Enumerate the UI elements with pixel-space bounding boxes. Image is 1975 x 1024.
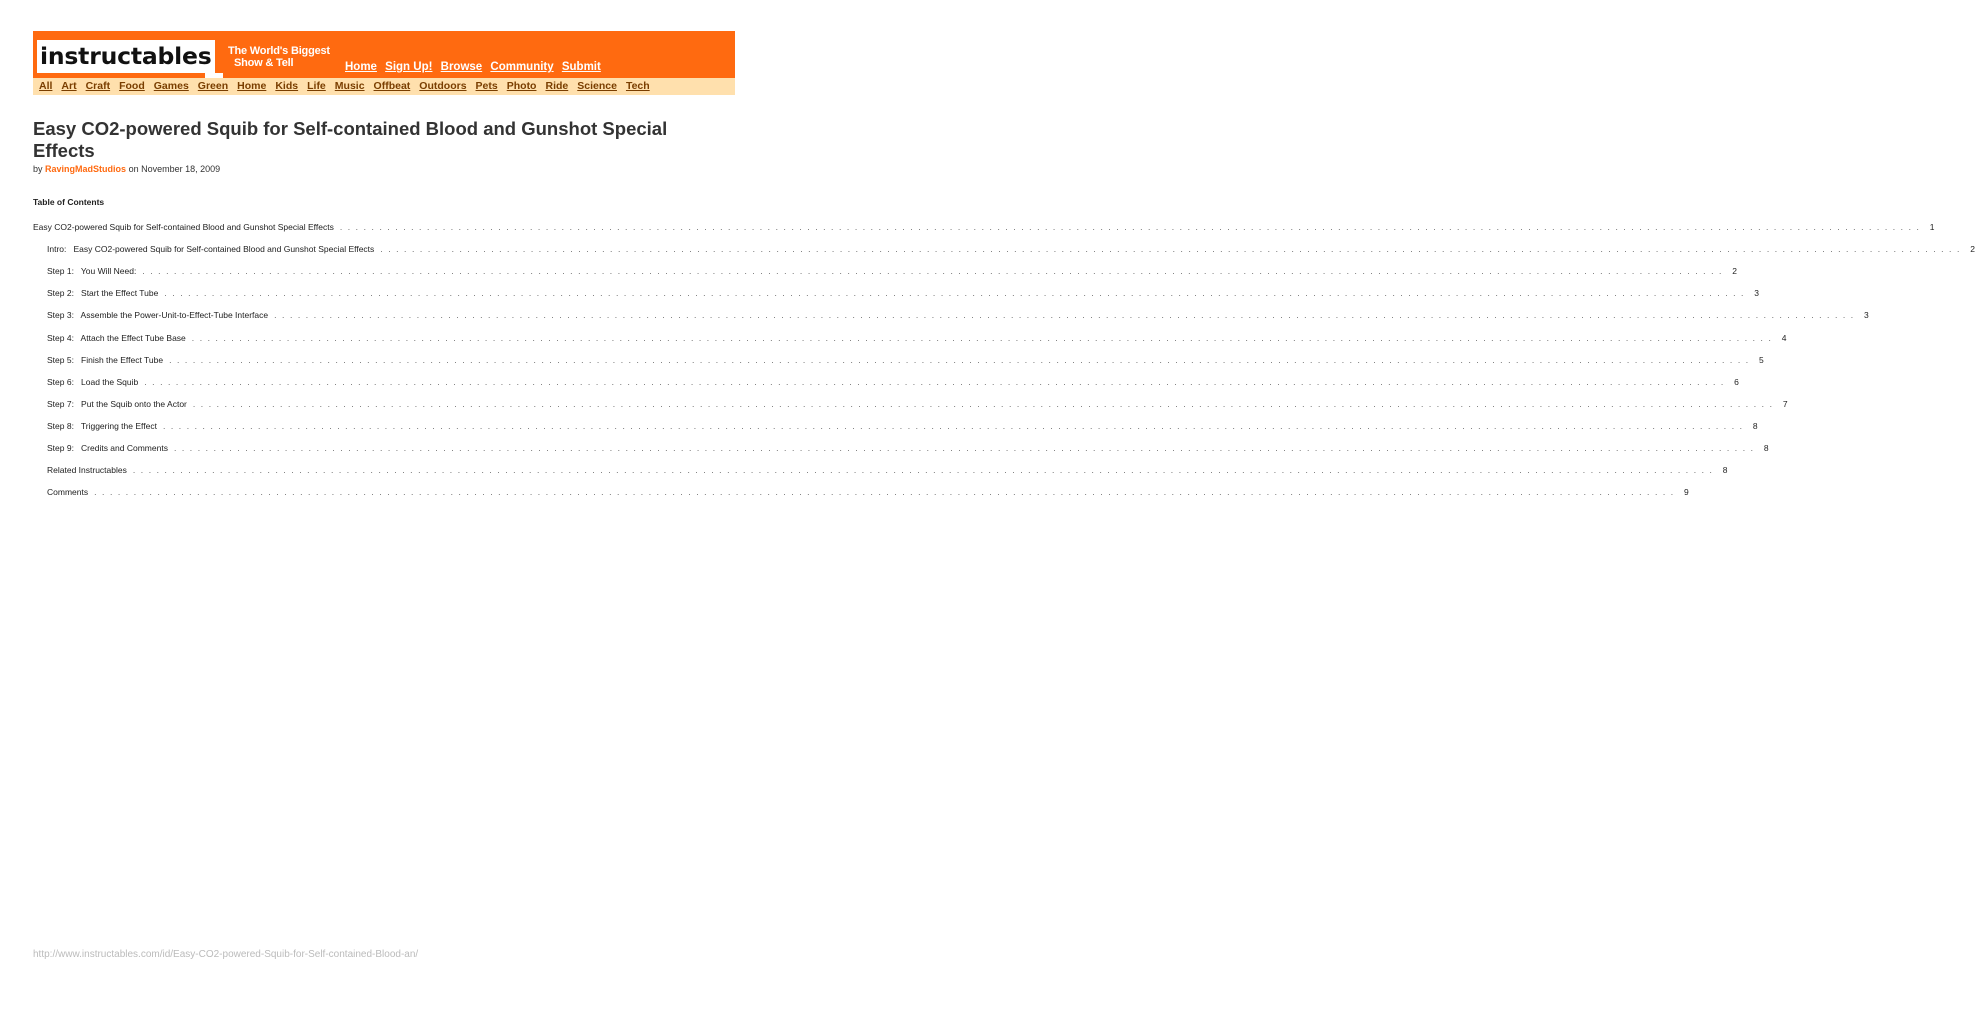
logo[interactable]: [37, 40, 215, 73]
category-link-all[interactable]: All: [39, 80, 53, 92]
toc-entry-label: Step 3: Assemble the Power-Unit-to-Effect-Tube Interface: [47, 310, 269, 321]
category-link-music[interactable]: Music: [334, 80, 365, 92]
toc-entry[interactable]: [47, 398, 1788, 410]
toc-entry[interactable]: [47, 442, 1769, 454]
toc-leader-dots: . . . . . . . . . . . . . . . . . . . . . . . . . . . . . . . . . . . . . . . . . . . . . . . . . . . . . . . . . . . . . . . . . . . . . . . . . . . . . . . . . . . . . . . . . . . . . . . . . . . . . . . . . . . . . . . . . . . . . . . . . . . . . . . . . . . . . . . . . . . . . . . . . . . . . . . . . . . . . . . . . . . . . . . . . . . . . . . . . . . . . . . . . . . . . . . . . . . . . . . .: [339, 222, 1921, 232]
toc-leader-dots: . . . . . . . . . . . . . . . . . . . . . . . . . . . . . . . . . . . . . . . . . . . . . . . . . . . . . . . . . . . . . . . . . . . . . . . . . . . . . . . . . . . . . . . . . . . . . . . . . . . . . . . . . . . . . . . . . . . . . . . . . . . . . . . . . . . . . . . . . . . . . . . . . . . . . . . . . . . . . . . . . . . . . . . . . . . . . . . . . . . . . . . . . . . . . . . . . . . . . . . .: [169, 354, 1750, 365]
author-link[interactable]: RavingMadStudios: [45, 164, 127, 174]
logo-text: instructables: [40, 42, 212, 70]
toc-entry[interactable]: [47, 354, 1764, 366]
tagline-line-1: The World's Biggest: [228, 45, 330, 57]
category-link-craft[interactable]: Craft: [85, 80, 111, 92]
toc-leader-dots: . . . . . . . . . . . . . . . . . . . . . . . . . . . . . . . . . . . . . . . . . . . . . . . . . . . . . . . . . . . . . . . . . . . . . . . . . . . . . . . . . . . . . . . . . . . . . . . . . . . . . . . . . . . . . . . . . . . . . . . . . . . . . . . . . . . . . . . . . . . . . . . . . . . . . . . . . . . . . . . . . . . . . . . . . . . . . . . . . . . . . . . . . . . . . . . . . . . . . . . .: [132, 465, 1714, 476]
toc-leader-dots: . . . . . . . . . . . . . . . . . . . . . . . . . . . . . . . . . . . . . . . . . . . . . . . . . . . . . . . . . . . . . . . . . . . . . . . . . . . . . . . . . . . . . . . . . . . . . . . . . . . . . . . . . . . . . . . . . . . . . . . . . . . . . . . . . . . . . . . . . . . . . . . . . . . . . . . . . . . . . . . . . . . . . . . . . . . . . . . . . . . . . . . . . . . . . . . . . . . . . . . .: [173, 443, 1755, 453]
category-link-offbeat[interactable]: Offbeat: [373, 80, 411, 92]
category-link-green[interactable]: Green: [197, 80, 229, 92]
toc-entry[interactable]: [47, 486, 1689, 498]
toc-entry[interactable]: [47, 376, 1739, 388]
category-link-games[interactable]: Games: [153, 80, 189, 92]
nav-submit-link[interactable]: Submit: [561, 61, 601, 73]
toc-entry[interactable]: [47, 309, 1869, 321]
tagline-line-2: Show & Tell: [234, 57, 294, 69]
category-link-kids[interactable]: Kids: [275, 80, 299, 92]
nav-community-link[interactable]: Community: [490, 61, 554, 73]
nav-sign-up-link[interactable]: Sign Up!: [385, 61, 433, 73]
toc-leader-dots: . . . . . . . . . . . . . . . . . . . . . . . . . . . . . . . . . . . . . . . . . . . . . . . . . . . . . . . . . . . . . . . . . . . . . . . . . . . . . . . . . . . . . . . . . . . . . . . . . . . . . . . . . . . . . . . . . . . . . . . . . . . . . . . . . . . . . . . . . . . . . . . . . . . . . . . . . . . . . . . . . . . . . . . . . . . . . . . . . . . . . . . . . . . . . . . . . . . . . . . .: [94, 487, 1675, 498]
toc-entry-label: Step 2: Start the Effect Tube: [47, 288, 159, 299]
toc-entry-page: 5: [1759, 354, 1764, 365]
toc-entry[interactable]: [47, 243, 1975, 255]
toc-entry-label: Step 4: Attach the Effect Tube Base: [47, 332, 186, 343]
toc-entry-label: Step 8: Triggering the Effect: [47, 420, 157, 431]
toc-heading: Table of Contents: [33, 197, 105, 207]
toc-leader-dots: . . . . . . . . . . . . . . . . . . . . . . . . . . . . . . . . . . . . . . . . . . . . . . . . . . . . . . . . . . . . . . . . . . . . . . . . . . . . . . . . . . . . . . . . . . . . . . . . . . . . . . . . . . . . . . . . . . . . . . . . . . . . . . . . . . . . . . . . . . . . . . . . . . . . . . . . . . . . . . . . . . . . . . . . . . . . . . . . . . . . . . . . . . . . . . . . . . . . . . . .: [380, 244, 1961, 255]
toc-entry-page: 2: [1732, 266, 1737, 277]
toc-leader-dots: . . . . . . . . . . . . . . . . . . . . . . . . . . . . . . . . . . . . . . . . . . . . . . . . . . . . . . . . . . . . . . . . . . . . . . . . . . . . . . . . . . . . . . . . . . . . . . . . . . . . . . . . . . . . . . . . . . . . . . . . . . . . . . . . . . . . . . . . . . . . . . . . . . . . . . . . . . . . . . . . . . . . . . . . . . . . . . . . . . . . . . . . . . . . . . . . . . . . . . . .: [162, 420, 1744, 431]
category-link-photo[interactable]: Photo: [506, 80, 537, 92]
toc-entry-page: 1: [1929, 222, 1935, 232]
site-header: [33, 31, 735, 95]
nav-browse-link[interactable]: Browse: [440, 61, 483, 73]
toc-entry-label: Step 6: Load the Squib: [47, 376, 139, 387]
toc-entry-page: 2: [1970, 244, 1975, 255]
toc-entry-label: Intro: Easy CO2-powered Squib for Self-contained Blood and Gunshot Special Effects: [47, 244, 375, 255]
category-link-art[interactable]: Art: [61, 80, 77, 92]
category-links: [39, 80, 659, 92]
toc-leader-dots: . . . . . . . . . . . . . . . . . . . . . . . . . . . . . . . . . . . . . . . . . . . . . . . . . . . . . . . . . . . . . . . . . . . . . . . . . . . . . . . . . . . . . . . . . . . . . . . . . . . . . . . . . . . . . . . . . . . . . . . . . . . . . . . . . . . . . . . . . . . . . . . . . . . . . . . . . . . . . . . . . . . . . . . . . . . . . . . . . . . . . . . . . . . . . . . . . . . . . . . .: [142, 266, 1723, 277]
toc-entry-page: 6: [1734, 376, 1739, 387]
toc-entry[interactable]: [47, 420, 1758, 432]
toc-leader-dots: . . . . . . . . . . . . . . . . . . . . . . . . . . . . . . . . . . . . . . . . . . . . . . . . . . . . . . . . . . . . . . . . . . . . . . . . . . . . . . . . . . . . . . . . . . . . . . . . . . . . . . . . . . . . . . . . . . . . . . . . . . . . . . . . . . . . . . . . . . . . . . . . . . . . . . . . . . . . . . . . . . . . . . . . . . . . . . . . . . . . . . . . . . . . . . . . . . . . . . . .: [192, 398, 1774, 409]
category-link-science[interactable]: Science: [577, 80, 617, 92]
byline-by: by: [33, 164, 43, 174]
toc-entry-label: Step 7: Put the Squib onto the Actor: [47, 398, 187, 409]
footer-url: http://www.instructables.com/id/Easy-CO2-powered-Squib-for-Self-contained-Blood-an/: [33, 949, 419, 960]
toc-entry-label: Step 5: Finish the Effect Tube: [47, 354, 164, 365]
toc-entry-label: Easy CO2-powered Squib for Self-contained Blood and Gunshot Special Effects: [33, 222, 334, 232]
toc-entry[interactable]: [47, 332, 1787, 344]
category-link-ride[interactable]: Ride: [545, 80, 569, 92]
byline: [33, 164, 220, 174]
toc-entry-page: 4: [1781, 332, 1787, 343]
toc-entry-label: Step 1: You Will Need:: [47, 266, 137, 277]
toc-entry-page: 7: [1782, 398, 1788, 409]
category-link-food[interactable]: Food: [119, 80, 145, 92]
category-link-home[interactable]: Home: [237, 80, 267, 92]
category-link-life[interactable]: Life: [307, 80, 326, 92]
toc-entry-page: 8: [1722, 465, 1728, 476]
toc-entry[interactable]: [47, 287, 1760, 299]
nav-home-link[interactable]: Home: [345, 61, 377, 73]
toc-entry-page: 8: [1763, 443, 1769, 453]
toc-entry-page: 9: [1684, 487, 1689, 498]
toc-entry-page: 3: [1864, 310, 1869, 321]
toc-leader-dots: . . . . . . . . . . . . . . . . . . . . . . . . . . . . . . . . . . . . . . . . . . . . . . . . . . . . . . . . . . . . . . . . . . . . . . . . . . . . . . . . . . . . . . . . . . . . . . . . . . . . . . . . . . . . . . . . . . . . . . . . . . . . . . . . . . . . . . . . . . . . . . . . . . . . . . . . . . . . . . . . . . . . . . . . . . . . . . . . . . . . . . . . . . . . . . . . . . . . . . . .: [144, 376, 1725, 387]
page-title: Easy CO2-powered Squib for Self-contained Blood and Gunshot Special Effects: [33, 118, 668, 161]
category-link-tech[interactable]: Tech: [625, 80, 650, 92]
toc-leader-dots: . . . . . . . . . . . . . . . . . . . . . . . . . . . . . . . . . . . . . . . . . . . . . . . . . . . . . . . . . . . . . . . . . . . . . . . . . . . . . . . . . . . . . . . . . . . . . . . . . . . . . . . . . . . . . . . . . . . . . . . . . . . . . . . . . . . . . . . . . . . . . . . . . . . . . . . . . . . . . . . . . . . . . . . . . . . . . . . . . . . . . . . . . . . . . . . . . . . . . . . .: [164, 288, 1746, 299]
byline-date: on November 18, 2009: [128, 164, 221, 174]
toc-entry-label: Step 9: Credits and Comments: [47, 443, 168, 453]
category-link-pets[interactable]: Pets: [475, 80, 498, 92]
toc-entry-page: 3: [1754, 288, 1760, 299]
toc-leader-dots: . . . . . . . . . . . . . . . . . . . . . . . . . . . . . . . . . . . . . . . . . . . . . . . . . . . . . . . . . . . . . . . . . . . . . . . . . . . . . . . . . . . . . . . . . . . . . . . . . . . . . . . . . . . . . . . . . . . . . . . . . . . . . . . . . . . . . . . . . . . . . . . . . . . . . . . . . . . . . . . . . . . . . . . . . . . . . . . . . . . . . . . . . . . . . . . . . . . . . . . .: [191, 332, 1773, 343]
toc-entry[interactable]: [47, 464, 1728, 476]
category-bar: [33, 78, 735, 95]
top-nav: [345, 61, 606, 73]
toc-entry-page: 8: [1752, 420, 1758, 431]
toc-entry-label: Comments: [47, 487, 89, 498]
toc-entry-label: Related Instructables: [47, 465, 127, 476]
toc-entry[interactable]: [33, 221, 1935, 233]
toc-leader-dots: . . . . . . . . . . . . . . . . . . . . . . . . . . . . . . . . . . . . . . . . . . . . . . . . . . . . . . . . . . . . . . . . . . . . . . . . . . . . . . . . . . . . . . . . . . . . . . . . . . . . . . . . . . . . . . . . . . . . . . . . . . . . . . . . . . . . . . . . . . . . . . . . . . . . . . . . . . . . . . . . . . . . . . . . . . . . . . . . . . . . . . . . . . . . . . . . . . . . . . . .: [274, 310, 1855, 321]
toc-entry[interactable]: [47, 265, 1737, 277]
tagline: [228, 45, 330, 69]
category-link-outdoors[interactable]: Outdoors: [419, 80, 467, 92]
